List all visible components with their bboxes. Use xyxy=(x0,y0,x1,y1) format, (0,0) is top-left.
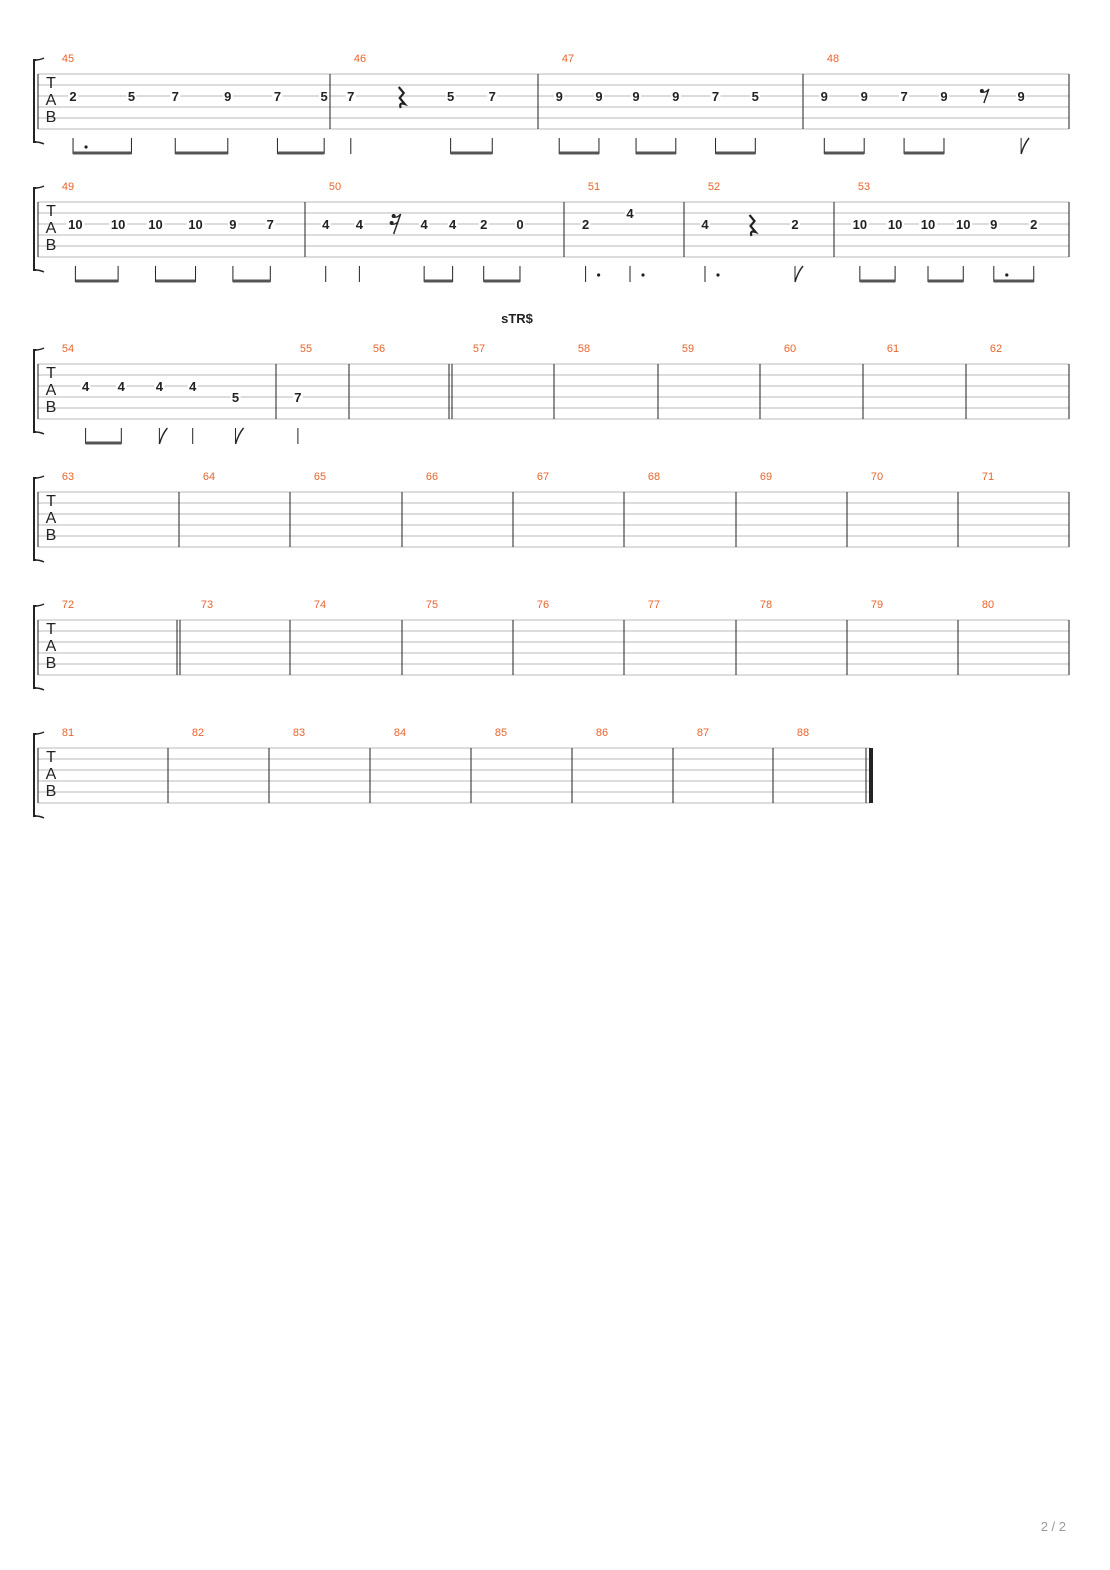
fret-number: 7 xyxy=(900,89,908,104)
measure-46 xyxy=(346,53,497,154)
measure-78 xyxy=(760,599,772,611)
measure-61 xyxy=(887,343,899,355)
page-number: 2 / 2 xyxy=(1040,1519,1066,1534)
measure-59 xyxy=(682,343,694,355)
measure-47 xyxy=(554,53,760,154)
fret-number: 9 xyxy=(990,217,998,232)
measure-number: 84 xyxy=(393,727,407,739)
measure-number: 87 xyxy=(696,727,710,739)
measure-number: 75 xyxy=(425,599,439,611)
section-label: sTR$ xyxy=(501,311,533,326)
fret-number: 9 xyxy=(555,89,563,104)
system-bracket xyxy=(34,188,36,270)
fret-number: 10 xyxy=(920,217,936,232)
measure-67 xyxy=(537,471,549,483)
staff-system-2 xyxy=(34,181,1069,282)
staff-system-6 xyxy=(34,727,871,818)
measure-88 xyxy=(797,727,809,739)
fret-number: 2 xyxy=(1030,217,1038,232)
measure-number: 46 xyxy=(353,53,367,65)
measure-51 xyxy=(581,181,645,282)
measure-number: 50 xyxy=(328,181,342,193)
fret-number: 4 xyxy=(355,217,364,232)
measure-65 xyxy=(314,471,326,483)
fret-number: 2 xyxy=(69,89,77,104)
fret-number: 9 xyxy=(224,89,232,104)
tab-clef-letter: T xyxy=(46,75,56,92)
measure-54 xyxy=(62,343,244,444)
note-flag xyxy=(795,266,803,282)
measure-number: 45 xyxy=(61,53,75,65)
measure-76 xyxy=(537,599,549,611)
measure-45 xyxy=(62,53,329,154)
measure-53 xyxy=(851,181,1039,282)
measure-number: 78 xyxy=(759,599,773,611)
measure-number: 68 xyxy=(647,471,661,483)
measure-number: 76 xyxy=(536,599,550,611)
tab-clef-letter: A xyxy=(45,510,57,527)
measure-75 xyxy=(426,599,438,611)
measure-79 xyxy=(871,599,883,611)
measure-number: 51 xyxy=(587,181,601,193)
tab-clef-letter: T xyxy=(46,203,56,220)
note-flag xyxy=(159,428,167,444)
fret-number: 10 xyxy=(148,217,163,232)
fret-number: 9 xyxy=(672,89,680,104)
system-bracket xyxy=(34,478,36,560)
rhythm-dot xyxy=(597,273,600,276)
fret-number: 4 xyxy=(420,217,428,232)
measure-number: 83 xyxy=(292,727,306,739)
fret-number: 7 xyxy=(266,217,274,232)
measure-number: 47 xyxy=(561,53,575,65)
fret-number: 10 xyxy=(110,217,126,232)
fret-number: 5 xyxy=(751,89,759,104)
measure-number: 82 xyxy=(191,727,205,739)
rhythm-dot xyxy=(716,273,719,276)
tab-clef-letter: A xyxy=(45,382,57,399)
measure-number: 48 xyxy=(826,53,840,65)
measure-number: 58 xyxy=(577,343,591,355)
measure-number: 60 xyxy=(783,343,797,355)
measure-number: 52 xyxy=(707,181,721,193)
measure-number: 61 xyxy=(886,343,900,355)
fret-number: 4 xyxy=(322,217,330,232)
measure-number: 85 xyxy=(494,727,508,739)
bracket-hook xyxy=(35,186,44,272)
tab-clef-letter: A xyxy=(45,92,57,109)
tab-clef-letter: B xyxy=(45,237,57,254)
measure-87 xyxy=(697,727,709,739)
measure-86 xyxy=(596,727,608,739)
fret-number: 10 xyxy=(852,217,868,232)
fret-number: 5 xyxy=(231,390,240,405)
measure-number: 56 xyxy=(372,343,386,355)
staff-system-3 xyxy=(34,311,1069,444)
quarter-rest xyxy=(750,215,756,236)
measure-number: 63 xyxy=(61,471,75,483)
fret-number: 0 xyxy=(516,217,524,232)
fret-number: 4 xyxy=(626,206,634,221)
measure-number: 53 xyxy=(857,181,871,193)
measure-48 xyxy=(819,53,1029,154)
measure-number: 67 xyxy=(536,471,550,483)
fret-number: 9 xyxy=(595,89,603,104)
fret-number: 4 xyxy=(701,217,709,232)
fret-number: 9 xyxy=(229,217,237,232)
measure-84 xyxy=(394,727,406,739)
measure-number: 88 xyxy=(796,727,810,739)
rhythm-dot xyxy=(1005,273,1008,276)
measure-80 xyxy=(982,599,994,611)
bracket-hook xyxy=(35,58,44,144)
measure-85 xyxy=(495,727,507,739)
measure-number: 62 xyxy=(989,343,1003,355)
fret-number: 7 xyxy=(488,89,496,104)
measure-83 xyxy=(293,727,305,739)
fret-number: 9 xyxy=(820,89,828,104)
fret-number: 5 xyxy=(127,89,136,104)
measure-number: 72 xyxy=(61,599,75,611)
fret-number: 4 xyxy=(81,379,90,394)
tab-clef-letter: B xyxy=(45,399,57,416)
measure-number: 64 xyxy=(202,471,216,483)
measure-56 xyxy=(373,343,385,355)
tab-clef-letter: B xyxy=(45,109,57,126)
measure-52 xyxy=(700,181,803,282)
tab-clef-letter: A xyxy=(45,766,57,783)
staff-system-1 xyxy=(34,53,1069,154)
tab-clef-letter: A xyxy=(45,220,57,237)
measure-63 xyxy=(62,471,74,483)
staff-system-4 xyxy=(34,471,1069,562)
measure-number: 80 xyxy=(981,599,995,611)
measure-number: 57 xyxy=(472,343,486,355)
measure-number: 79 xyxy=(870,599,884,611)
fret-number: 9 xyxy=(1017,89,1025,104)
measure-73 xyxy=(201,599,213,611)
measure-72 xyxy=(62,599,74,611)
measure-71 xyxy=(982,471,994,483)
measure-number: 69 xyxy=(759,471,773,483)
fret-number: 2 xyxy=(791,217,799,232)
note-flag xyxy=(236,428,244,444)
measure-number: 71 xyxy=(981,471,995,483)
tab-clef-letter: B xyxy=(45,783,57,800)
fret-number: 4 xyxy=(189,379,197,394)
measure-number: 59 xyxy=(681,343,695,355)
system-bracket xyxy=(34,606,36,688)
fret-number: 10 xyxy=(188,217,203,232)
tab-clef-letter: T xyxy=(46,621,56,638)
quarter-rest xyxy=(399,87,405,108)
measure-81 xyxy=(62,727,74,739)
measure-number: 66 xyxy=(425,471,439,483)
measure-70 xyxy=(871,471,883,483)
measure-55 xyxy=(293,343,312,444)
measure-66 xyxy=(426,471,438,483)
measure-69 xyxy=(760,471,772,483)
measure-74 xyxy=(314,599,326,611)
system-bracket xyxy=(34,60,36,142)
bracket-hook xyxy=(35,348,44,434)
measure-62 xyxy=(990,343,1002,355)
fret-number: 5 xyxy=(320,89,328,104)
measure-number: 81 xyxy=(61,727,75,739)
measure-number: 55 xyxy=(299,343,313,355)
system-bracket xyxy=(34,734,36,816)
tab-clef-letter: T xyxy=(46,749,56,766)
bracket-hook xyxy=(35,604,44,690)
measure-number: 77 xyxy=(647,599,661,611)
tab-clef-letter: B xyxy=(45,655,57,672)
fret-number: 2 xyxy=(581,217,590,232)
fret-number: 10 xyxy=(68,217,83,232)
measure-number: 73 xyxy=(200,599,214,611)
rhythm-dot xyxy=(641,273,644,276)
staff-system-5 xyxy=(34,599,1069,690)
measure-64 xyxy=(203,471,215,483)
measure-82 xyxy=(192,727,204,739)
measure-number: 49 xyxy=(61,181,75,193)
measure-77 xyxy=(648,599,660,611)
fret-number: 9 xyxy=(940,89,948,104)
fret-number: 5 xyxy=(447,89,455,104)
tab-clef-letter: B xyxy=(45,527,57,544)
system-bracket xyxy=(34,350,36,432)
fret-number: 10 xyxy=(956,217,971,232)
measure-68 xyxy=(648,471,660,483)
measure-50 xyxy=(321,181,525,282)
measure-60 xyxy=(784,343,796,355)
fret-number: 4 xyxy=(117,379,125,394)
fret-number: 9 xyxy=(860,89,868,104)
measure-57 xyxy=(473,343,485,355)
fret-number: 7 xyxy=(273,89,282,104)
rhythm-dot xyxy=(84,145,87,148)
bracket-hook xyxy=(35,732,44,818)
note-flag xyxy=(1021,138,1029,154)
tab-clef-letter: A xyxy=(45,638,57,655)
fret-number: 4 xyxy=(449,217,457,232)
fret-number: 2 xyxy=(480,217,488,232)
fret-number: 7 xyxy=(347,89,355,104)
fret-number: 9 xyxy=(632,89,640,104)
measure-49 xyxy=(62,181,275,282)
measure-number: 86 xyxy=(595,727,609,739)
measure-number: 54 xyxy=(61,343,75,355)
measure-number: 70 xyxy=(870,471,884,483)
bracket-hook xyxy=(35,476,44,562)
tab-clef-letter: T xyxy=(46,493,56,510)
fret-number: 7 xyxy=(171,89,179,104)
fret-number: 10 xyxy=(887,217,903,232)
tab-clef-letter: T xyxy=(46,365,56,382)
fret-number: 7 xyxy=(711,89,720,104)
measure-58 xyxy=(578,343,590,355)
fret-number: 7 xyxy=(294,390,302,405)
measure-number: 74 xyxy=(313,599,327,611)
fret-number: 4 xyxy=(155,379,163,394)
measure-number: 65 xyxy=(313,471,327,483)
